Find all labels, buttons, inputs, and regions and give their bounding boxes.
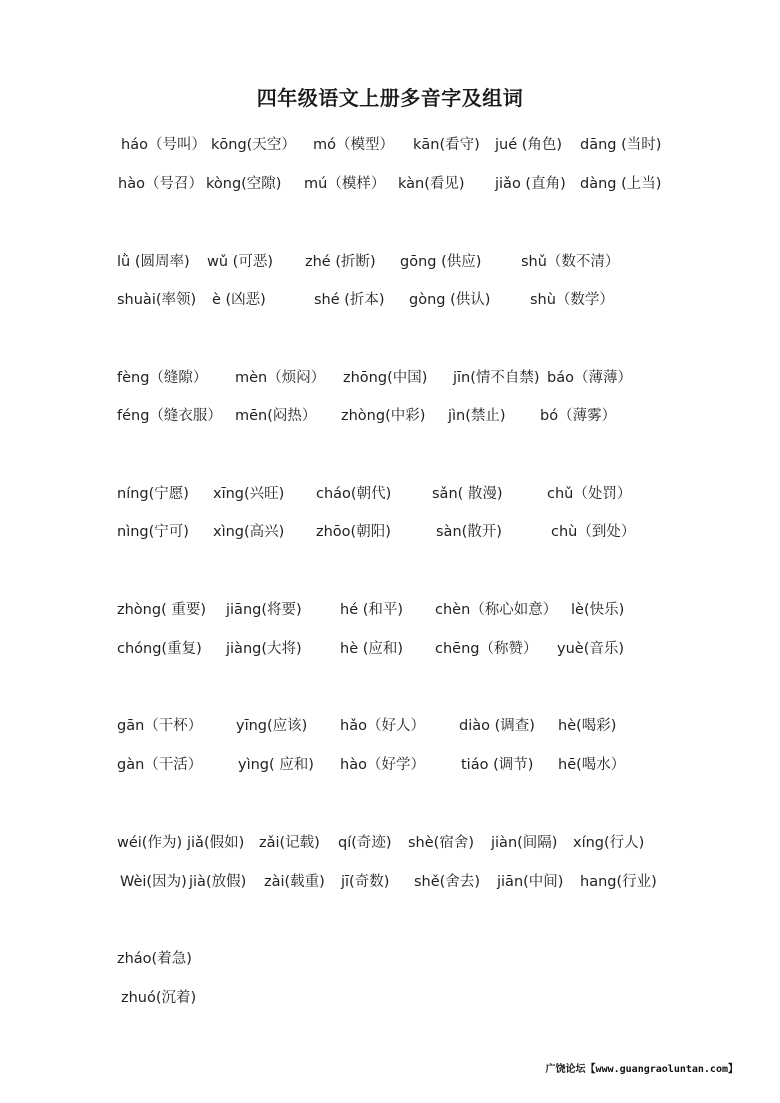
pinyin-word: bó（薄雾） [540, 408, 617, 424]
pinyin-word: chēng（称赞） [435, 641, 538, 657]
pinyin-word: gān（干杯） [117, 718, 203, 734]
pinyin-word: kōng(天空） [211, 137, 296, 153]
pinyin-word: dāng (当时) [580, 137, 662, 153]
pinyin-word: shù（数学） [530, 292, 614, 308]
pinyin-word: jiàng(大将) [226, 641, 302, 657]
pinyin-word: báo（薄薄） [547, 370, 632, 386]
pinyin-word: mèn（烦闷） [235, 370, 326, 386]
pinyin-word: shé (折本) [314, 292, 385, 308]
pinyin-word: chèn（称心如意） [435, 602, 558, 618]
pinyin-word: zhuó(沉着) [121, 990, 197, 1006]
pinyin-word: kòng(空隙) [206, 176, 282, 192]
pinyin-word: níng(宁愿) [117, 486, 189, 502]
pinyin-word: xíng(行人) [573, 835, 645, 851]
pinyin-word: qí(奇迹) [338, 835, 392, 851]
pinyin-word: shè(宿舍) [408, 835, 474, 851]
pinyin-word: è (凶恶) [212, 292, 266, 308]
pinyin-word: sǎn( 散漫) [432, 486, 503, 502]
pinyin-word: hào（号召） [118, 176, 203, 192]
footer-watermark: 广饶论坛【www.guangraoluntan.com】 [545, 1064, 738, 1075]
pinyin-word: shuài(率领) [117, 292, 197, 308]
pinyin-word: hè (应和) [340, 641, 404, 657]
pinyin-word: xìng(高兴) [213, 524, 285, 540]
pinyin-word: jiàn(间隔) [491, 835, 558, 851]
pinyin-word: Wèi(因为) [120, 874, 187, 890]
pinyin-word: diào (调查) [459, 718, 535, 734]
pinyin-word: kàn(看见) [398, 176, 465, 192]
page-title: 四年级语文上册多音字及组词 [256, 86, 524, 110]
pinyin-word: mú（模样） [304, 176, 386, 192]
pinyin-word: dàng (上当) [580, 176, 662, 192]
pinyin-word: hǎo（好人） [340, 718, 425, 734]
pinyin-word: nìng(宁可) [117, 524, 189, 540]
pinyin-word: chù（到处） [551, 524, 636, 540]
pinyin-word: lǜ (圆周率) [117, 254, 190, 270]
pinyin-word: shě(舍去) [414, 874, 480, 890]
pinyin-word: zháo(着急) [117, 951, 192, 967]
pinyin-word: yuè(音乐) [557, 641, 625, 657]
pinyin-word: zhé (折断) [305, 254, 376, 270]
pinyin-word: kān(看守) [413, 137, 480, 153]
pinyin-word: hang(行业) [580, 874, 657, 890]
pinyin-word: zǎi(记载) [259, 835, 320, 851]
pinyin-word: wéi(作为) [117, 835, 183, 851]
pinyin-word: mēn(闷热） [235, 408, 317, 424]
pinyin-word: gòng (供认) [409, 292, 491, 308]
pinyin-word: jià(放假) [189, 874, 247, 890]
pinyin-word: zhōo(朝阳) [316, 524, 391, 540]
pinyin-word: jiǎo (直角) [495, 176, 566, 192]
pinyin-word: jīn(情不自禁) [453, 370, 540, 386]
pinyin-word: jī(奇数) [341, 874, 390, 890]
pinyin-word: zhòng( 重要) [117, 602, 206, 618]
pinyin-word: jiāng(将要) [226, 602, 302, 618]
pinyin-word: lè(快乐) [571, 602, 625, 618]
pinyin-word: yìng( 应和) [238, 757, 314, 773]
pinyin-word: zài(载重) [264, 874, 325, 890]
pinyin-word: jiān(中间) [497, 874, 564, 890]
pinyin-word: jìn(禁止) [448, 408, 506, 424]
pinyin-word: hé (和平) [340, 602, 404, 618]
pinyin-word: yīng(应该) [236, 718, 308, 734]
pinyin-word: hē(喝水） [558, 757, 626, 773]
pinyin-word: sàn(散开) [436, 524, 502, 540]
pinyin-word: féng（缝衣服） [117, 408, 222, 424]
pinyin-word: zhòng(中彩) [341, 408, 426, 424]
pinyin-word: gōng (供应) [400, 254, 482, 270]
pinyin-word: hào（好学） [340, 757, 425, 773]
pinyin-word: shǔ（数不清） [521, 254, 620, 270]
pinyin-word: fèng（缝隙） [117, 370, 208, 386]
pinyin-word: mó（模型） [313, 137, 394, 153]
pinyin-word: gàn（干活） [117, 757, 203, 773]
pinyin-word: jiǎ(假如) [187, 835, 245, 851]
pinyin-word: zhōng(中国) [343, 370, 428, 386]
pinyin-word: wǔ (可恶) [207, 254, 273, 270]
pinyin-word: cháo(朝代) [316, 486, 392, 502]
pinyin-word: xīng(兴旺) [213, 486, 285, 502]
pinyin-word: tiáo (调节) [461, 757, 534, 773]
pinyin-word: háo（号叫） [121, 137, 206, 153]
pinyin-word: chǔ（处罚） [547, 486, 632, 502]
pinyin-word: hè(喝彩) [558, 718, 617, 734]
pinyin-word: chóng(重复) [117, 641, 202, 657]
pinyin-word: jué (角色) [495, 137, 563, 153]
